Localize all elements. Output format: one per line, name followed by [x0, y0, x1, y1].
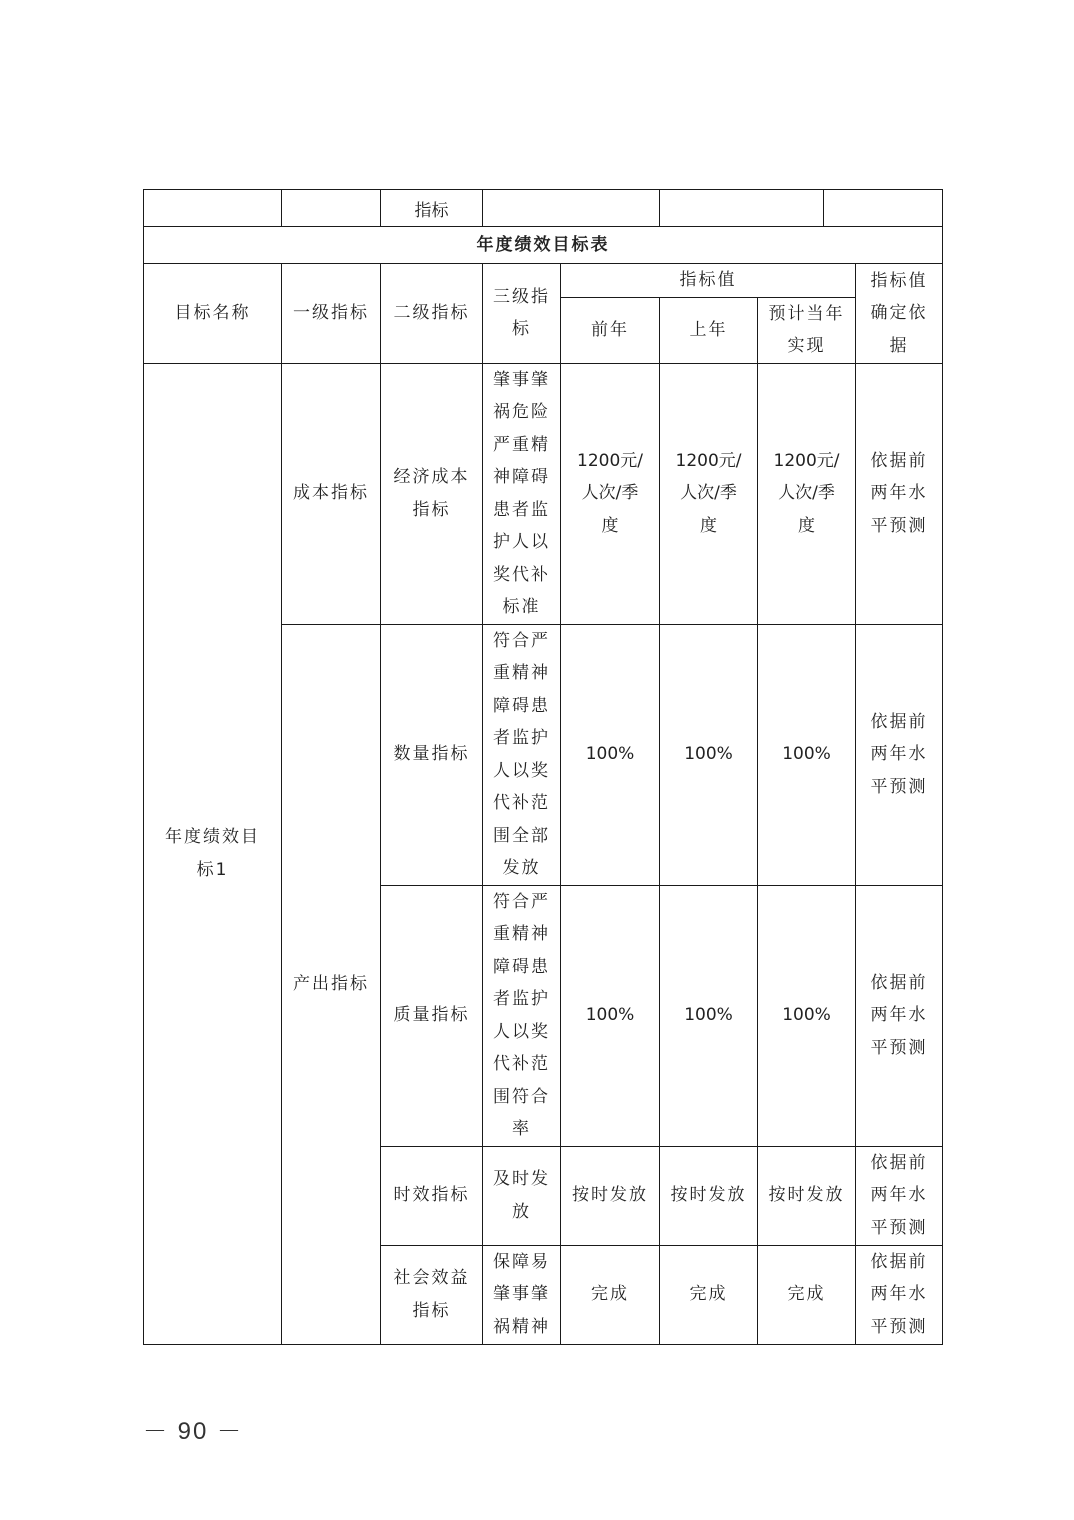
basis-cell — [856, 1245, 943, 1344]
continued-cell-4 — [483, 190, 660, 227]
basis-text: 依据前两年水平预测 — [870, 972, 928, 1058]
prev-year-value: 按时发放 — [660, 1146, 758, 1245]
basis-text: 依据前两年水平预测 — [870, 1251, 928, 1337]
header-value-group: 指标值 — [561, 264, 856, 298]
level3-cell — [483, 363, 561, 624]
level3-text: 保障易肇事肇祸精神 — [493, 1251, 550, 1337]
level2-cell — [381, 363, 483, 624]
level2-cell — [381, 1245, 483, 1344]
level2-cell: 质量指标 — [381, 885, 483, 1146]
table-title: 年度绩效目标表 — [144, 227, 943, 264]
level3-cell — [483, 885, 561, 1146]
level3-text: 符合严重精神障碍患者监护人以奖代补范围全部发放 — [493, 630, 550, 878]
continued-cell-5 — [660, 190, 824, 227]
header-basis — [856, 264, 943, 364]
performance-goal-table — [143, 226, 943, 1345]
basis-text: 依据前两年水平预测 — [870, 711, 928, 797]
continued-cell-1 — [144, 190, 282, 227]
basis-cell — [856, 1146, 943, 1245]
continued-indicator-label: 指标 — [381, 190, 483, 227]
level2-cell: 时效指标 — [381, 1146, 483, 1245]
prev-prev-year-value: 完成 — [561, 1245, 660, 1344]
level1-output: 产出指标 — [282, 624, 381, 1344]
level2-text: 经济成本指标 — [393, 467, 470, 520]
header-prev-year: 上年 — [660, 297, 758, 363]
level2-cell: 数量指标 — [381, 624, 483, 885]
expected-value: 按时发放 — [758, 1146, 856, 1245]
prev-prev-year-value: 100% — [561, 885, 660, 1146]
prev-prev-year-value — [561, 363, 660, 624]
level3-text: 符合严重精神障碍患者监护人以奖代补范围符合率 — [493, 891, 550, 1139]
goal-name-text: 年度绩效目标1 — [165, 827, 260, 880]
prev-year-value: 完成 — [660, 1245, 758, 1344]
expected-value — [758, 363, 856, 624]
header-prev-prev-year: 前年 — [561, 297, 660, 363]
level3-text: 肇事肇祸危险严重精神障碍患者监护人以奖代补标准 — [493, 369, 550, 617]
goal-name-cell — [144, 363, 282, 1344]
continued-cell-2 — [282, 190, 381, 227]
page-number: － 90 － — [143, 1418, 244, 1445]
header-expected — [758, 297, 856, 363]
continued-row — [143, 189, 943, 227]
level3-cell — [483, 1245, 561, 1344]
header-expected-text: 预计当年实现 — [768, 303, 845, 356]
expected-value: 100% — [758, 885, 856, 1146]
level3-cell — [483, 624, 561, 885]
header-goal-name: 目标名称 — [144, 264, 282, 364]
prev-year-value: 100% — [660, 885, 758, 1146]
basis-cell — [856, 885, 943, 1146]
header-level1: 一级指标 — [282, 264, 381, 364]
expected-value: 完成 — [758, 1245, 856, 1344]
level2-text: 社会效益指标 — [393, 1268, 470, 1321]
prev-year-value — [660, 363, 758, 624]
prev-year-value: 100% — [660, 624, 758, 885]
header-basis-text: 指标值确定依据 — [870, 270, 928, 356]
prev-prev-year-value: 按时发放 — [561, 1146, 660, 1245]
value-text: 1200元/人次/季度 — [675, 450, 742, 536]
basis-cell — [856, 363, 943, 624]
basis-cell — [856, 624, 943, 885]
table-row — [144, 363, 943, 624]
value-text: 1200元/人次/季度 — [577, 450, 643, 536]
basis-text: 依据前两年水平预测 — [870, 450, 928, 536]
continued-cell-6 — [824, 190, 943, 227]
level3-cell — [483, 1146, 561, 1245]
basis-text: 依据前两年水平预测 — [870, 1152, 928, 1238]
level3-text: 及时发放 — [493, 1169, 550, 1222]
level1-cost: 成本指标 — [282, 363, 381, 624]
header-level3-text: 三级指标 — [493, 286, 550, 340]
header-level2: 二级指标 — [381, 264, 483, 364]
expected-value: 100% — [758, 624, 856, 885]
prev-prev-year-value: 100% — [561, 624, 660, 885]
header-level3 — [483, 264, 561, 364]
value-text: 1200元/人次/季度 — [773, 450, 840, 536]
